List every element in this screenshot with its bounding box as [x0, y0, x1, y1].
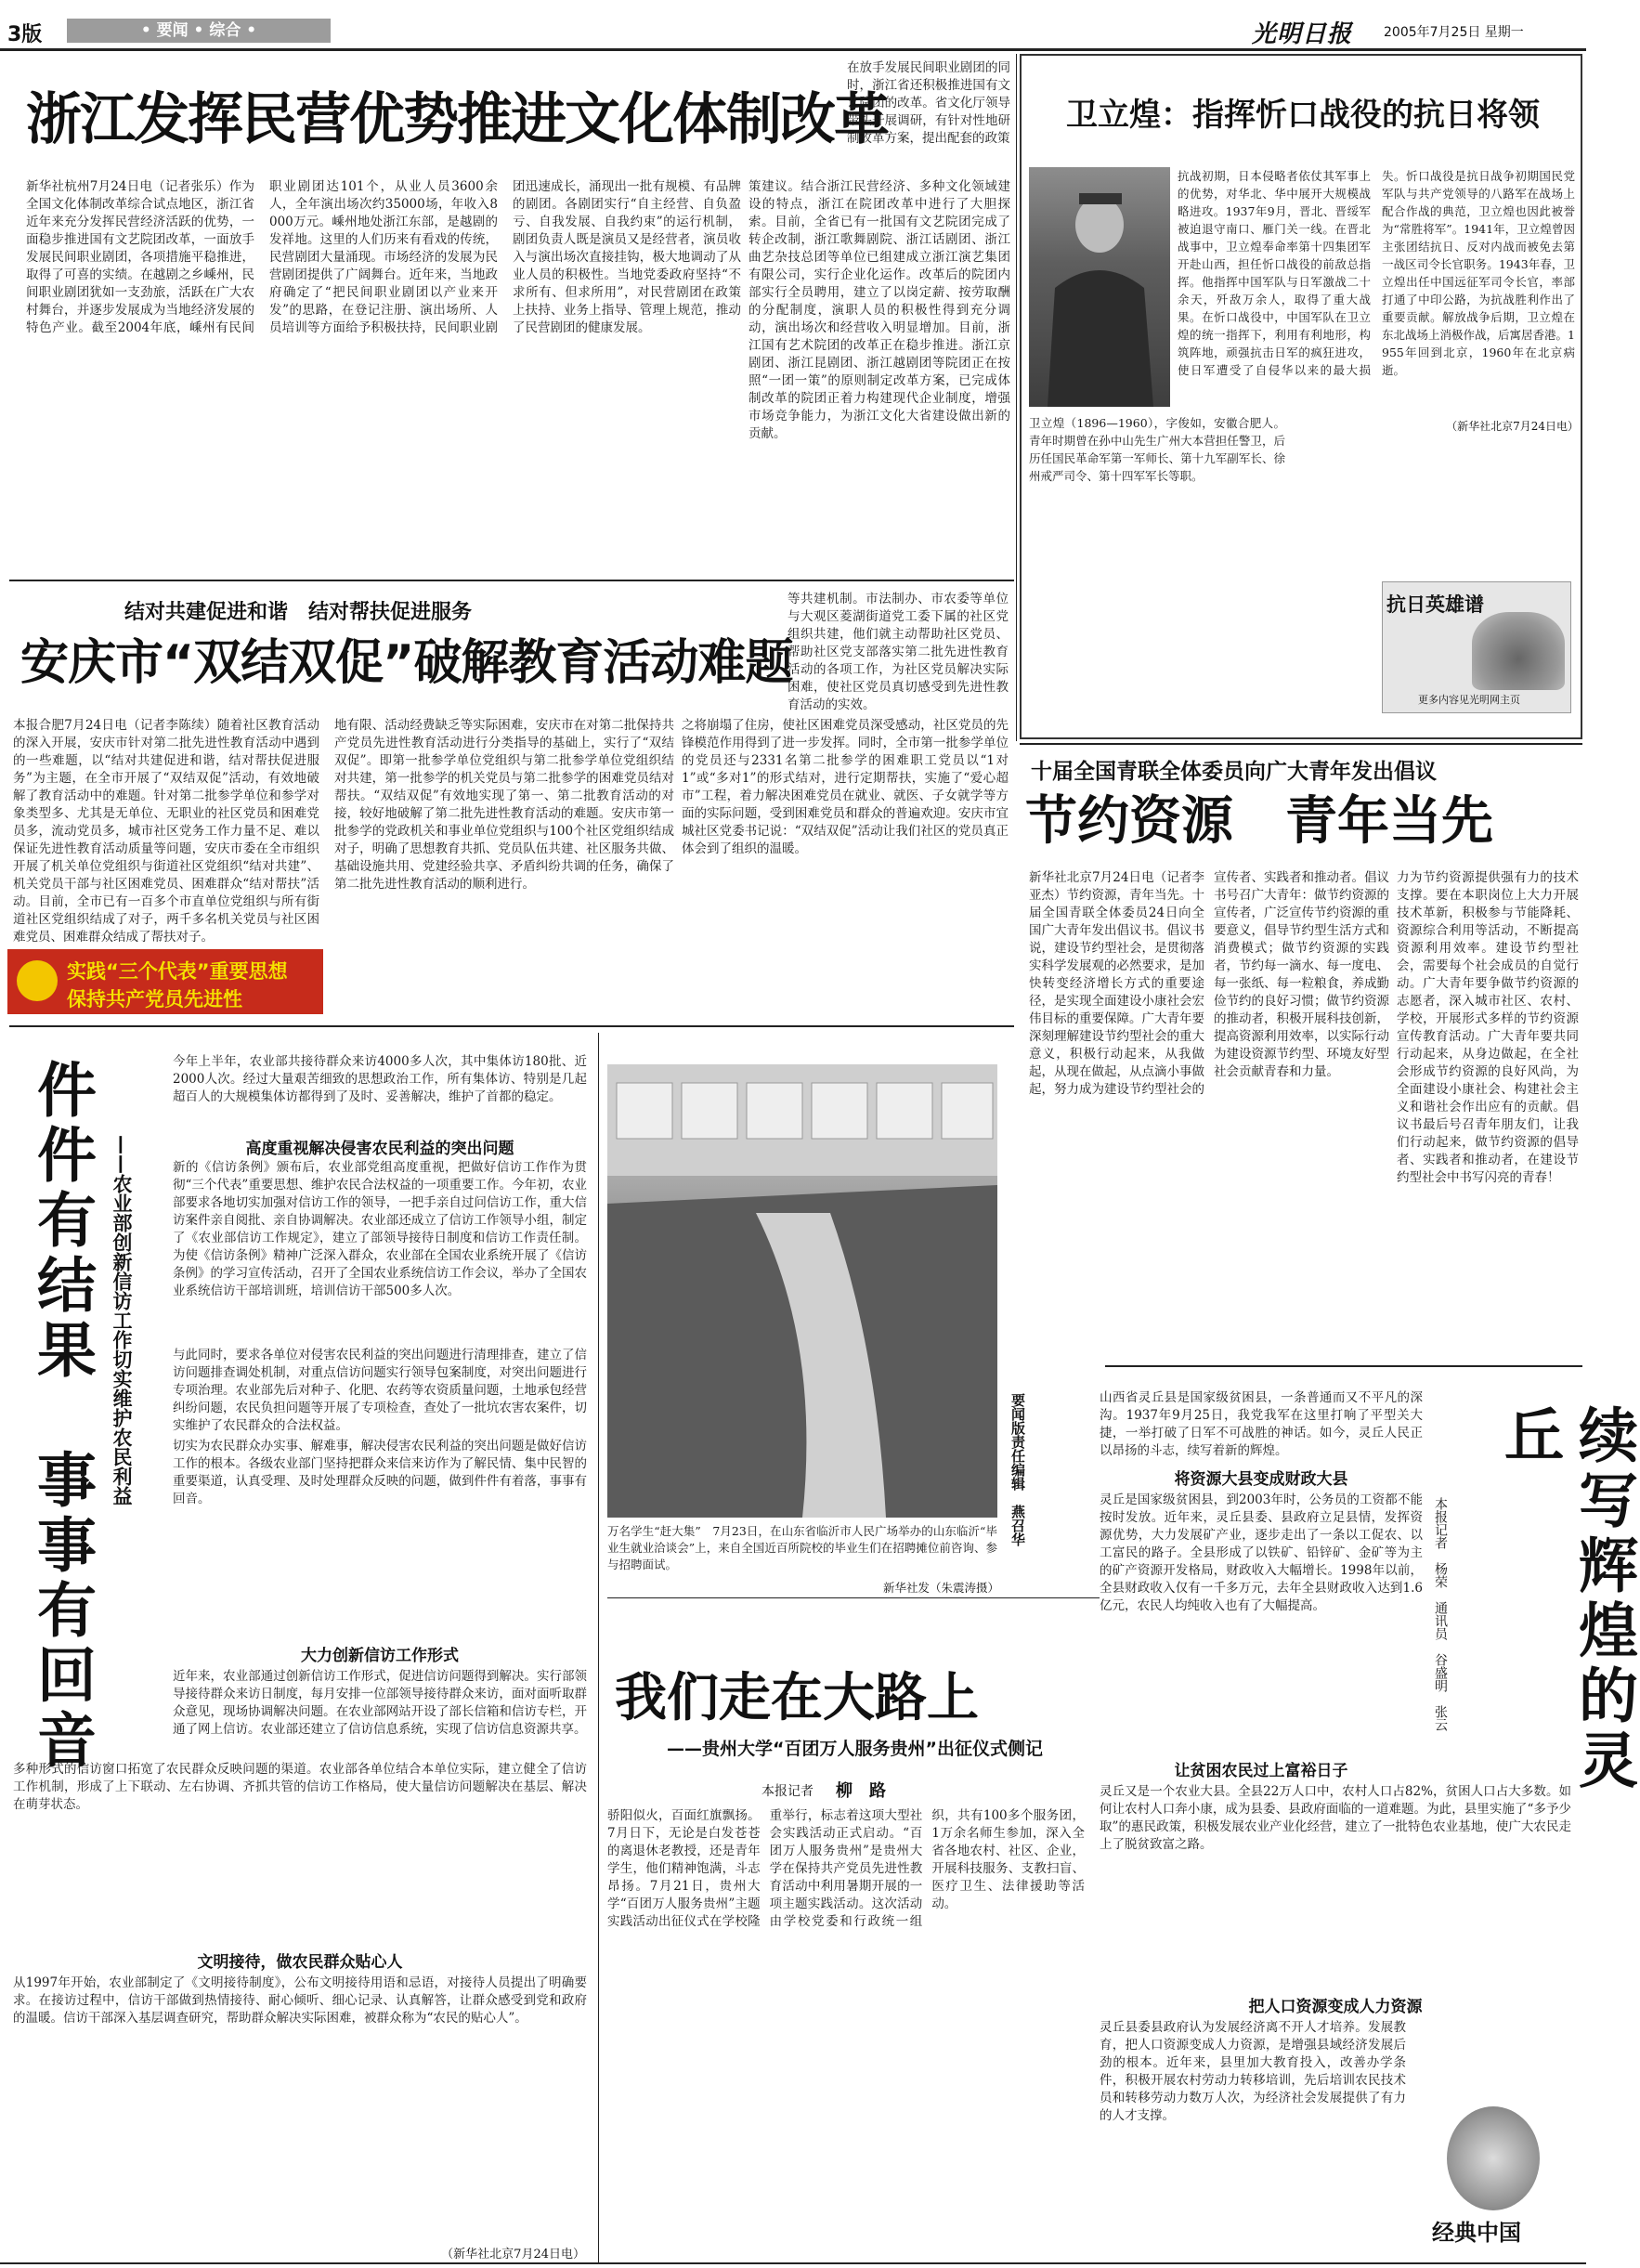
zhejiang-headline: 浙江发挥民营优势推进文化体制改革 — [26, 87, 888, 152]
youth-body: 新华社北京7月24日电（记者李亚杰）节约资源，青年当先。十届全国青联全体委员24日向全国广大青年发出倡议书。倡议书说，建设节约型社会，是贯彻落实科学发展观的必然要求，是加快转变经济增长方式的重要途径，是实现全面建设小康社会宏伟目标的重要保障。广大青年要深刻理解建设节约型社会的重大意义，积极行动起来，从我做起，从现在做起，从点滴小事做起，努力成为建设节约型社会的宣传者、实践者和推动者。倡议书号召广大青年：做节约资源的宣传者，广泛宣传节约资源的重要意义，倡导节约型生活方式和消费模式；做节约资源的实践者，节约每一滴水、每一度电、每一张纸、每一粒粮食，养成勤俭节约的良好习惯；做节约资源的推动者，积极开展科技创新，提高资源利用效率，以实际行动为建设资源节约型、环境友好型社会贡献青春和力量。 — [1029, 870, 1389, 1097]
anqing-body-2: 地有限、活动经费缺乏等实际困难，安庆市在对第二批保持共产党员先进性教育活动进行分类指导的基础上，实行了“双结双促”。即第一批参学单位党组织与第二批参学单位党组织结对共建，第一批参学的机关党员与第二批参学的困难党员结对帮扶。“双结双促”有效地实现了第一、第二批教育活动的对接，较好地破解了第二批先进性教育活动的难题。安庆市第一批参学的党政机关和事业单位党组织与100个社区党组织结成对子，明确了思想教育共抓、党员队伍共建、社区服务共做、基础设施共用、党建经验共享、矛盾纠纷共调的任务，确保了第二批先进性教育活动的顺利进行。 — [334, 718, 674, 892]
job-fair-caption: 万名学生“赶大集” 7月23日，在山东省临沂市人民广场举办的山东临沂“毕业生就业洽谈会”上，来自全国近百所院校的毕业生们在招聘摊位前咨询、参与招聘面试。 — [607, 1524, 997, 1571]
guizhou-rule — [607, 1597, 1100, 1598]
column-divider-top — [1016, 54, 1017, 741]
anqing-kicker: 结对共建促进和谐 结对帮扶促进服务 — [124, 601, 473, 624]
petition-intro: 今年上半年，农业部共接待群众来访4000多人次，其中集体访180批、近2000人次。经过大量艰苦细致的思想政治工作，所有集体访、特别是几起超百人的大规模集体访都得到了及时、妥善解决，维护了首都的稳定。 — [173, 1054, 587, 1104]
lingqiu-para-3: 灵丘县委县政府认为发展经济离不开人才培养。发展教育，把人口资源变成人力资源，是增强县域经济发展后劲的根本。近年来，县里加大教育投入，改善办学条件，积极开展农村劳动力转移培训，先后培训农民技术员和转移劳动力数万人次，为经济社会发展提供了有力的人才支撑。 — [1100, 2020, 1406, 2123]
guizhou-author-label: 本报记者 — [761, 1784, 813, 1799]
weilihuang-headline: 卫立煌：指挥忻口战役的抗日将领 — [1066, 97, 1540, 134]
masthead-rule — [0, 48, 1586, 51]
badge-title: 抗日英雄谱 — [1386, 593, 1484, 616]
badge-classic-title: 经典中国 — [1432, 2220, 1521, 2246]
classic-china-badge — [1415, 2106, 1568, 2246]
masthead — [0, 0, 1586, 50]
lingqiu-subhead-3: 把人口资源变成人力资源 — [1248, 1998, 1423, 2016]
petition-para-2: 与此同时，要求各单位对侵害农民利益的突出问题进行清理排查，建立了信访问题排查调处机制，对重点信访问题实行领导包案制度，对突出问题进行专项治理。农业部先后对种子、化肥、农药等农资质量问题，土地承包经营纠纷问题，农民负担问题等开展了专项检查，查处了一批坑农害农案件，切实维护了农民群众的合法权益。 — [173, 1348, 587, 1433]
petition-credit: （新华社北京7月24日电） — [441, 2248, 585, 2261]
lingqiu-author-vertical: 本报记者 杨荣 通讯员 谷盛明 张云 — [1433, 1497, 1448, 1731]
petition-para-4: 近年来，农业部通过创新信访工作形式，促进信访问题得到解决。实行部领导接待群众来访日制度，每月安排一位部领导接待群众来访，面对面听取群众意见，现场协调解决问题。在农业部网站开设了部长信箱和信访专栏，开通了网上信访。农业部还建立了信访信息系统，实现了信访信息资源共享。 — [173, 1669, 587, 1737]
crowd-illustration — [607, 1064, 997, 1518]
lion-statue-icon — [1472, 612, 1565, 690]
lingqiu-intro: 山西省灵丘县是国家级贫困县，一条普通而又不平凡的深沟。1937年9月25日，我党我军在这里打响了平型关大捷，一举打破了日军不可战胜的神话。如今，灵丘人民正以昂扬的斗志，续写着新的辉煌。 — [1100, 1390, 1423, 1458]
job-fair-photo — [607, 1064, 997, 1518]
zhejiang-body-top: 在放手发展民间职业剧团的同时，浙江省还积极推进国有文艺院团的改革。省文化厅领导带头开展调研，有针对性地研制改革方案，提出配套的政策 — [847, 60, 1010, 146]
petition-vertical-subtitle: ——农业部创新信访工作切实维护农民利益 — [111, 1135, 133, 1505]
petition-para-3: 切实为农民群众办实事、解难事，解决侵害农民利益的突出问题是做好信访工作的根本。各级农业部门坚持把群众来信来访作为了解民情、集中民智的重要渠道，认真受理、及时处理群众反映的问题，做到件件有着落，事事有回音。 — [173, 1439, 587, 1506]
lingqiu-subhead-1: 将资源大县变成财政大县 — [1174, 1470, 1348, 1489]
youth-headline: 节约资源 青年当先 — [1025, 791, 1493, 852]
lingqiu-vertical-headline: 续写辉煌的灵丘 — [1494, 1404, 1637, 1794]
zhejiang-body: 新华社杭州7月24日电（记者张乐）作为全国文化体制改革综合试点地区，浙江省近年来充分发挥民营经济活跃的优势，一面稳步推进国有文艺院团改革，一面放手发展民间职业剧团，各项措施平稳推进，取得了可喜的实绩。在越剧之乡嵊州，民间职业剧团犹如一支劲旅，活跃在广大农村舞台，并逐步发展成为当地经济发展的特色产业。截至2004年底，嵊州有民间职业剧团达101个，从业人员3600余人，全年演出场次约35000场，年收入8000万元。嵊州地处浙江东部，是越剧的发祥地。这里的人们历来有看戏的传统，民营剧团大量涌现。市场经济的发展为民营剧团提供了广阔舞台。近年来，当地政府确定了“把民间职业剧团以产业来开发”的思路，在登记注册、演出场所、人员培训等方面给予积极扶持，民间职业剧团迅速成长，涌现出一批有规模、有品牌的剧团。各剧团实行“自主经营、自负盈亏、自我发展、自我约束”的运行机制，剧团负责人既是演员又是经营者，演员收入与演出场次直接挂钩，极大地调动了从业人员的积极性。当地党委政府坚持“不求所有、但求所用”，对民营剧团在政策上扶持、业务上指导、管理上规范，推动了民营剧团的健康发展。 — [26, 179, 741, 335]
party-emblem-icon — [17, 960, 58, 1001]
badge-note: 更多内容见光明网主页 — [1418, 694, 1520, 706]
guizhou-body: 骄阳似火，百面红旗飘扬。7月日下，无论是白发苍苍的离退休老教授，还是青年学生，他们精神饱满，斗志昂扬。7月21日，贵州大学“百团万人服务贵州”主题实践活动出征仪式在学校隆重举行，标志着这项大型社会实践活动正式启动。“百团万人服务贵州”是贵州大学在保持共产党员先进性教育活动中利用暑期开展的一项主题实践活动。这次活动由学校党委和行政统一组织，共有100多个服务团，1万余名师生参加，深入全省各地农村、社区、企业，开展科技服务、支教扫盲、医疗卫生、法律援助等活动。 — [607, 1808, 1085, 1929]
youth-body-2: 力为节约资源提供强有力的技术支撑。要在本职岗位上大力开展技术革新，积极参与节能降耗、资源综合利用等活动，不断提高资源利用效率。建设节约型社会，需要每个社会成员的自觉行动。广大青年要争做节约资源的志愿者，深入城市社区、农村、学校，开展形式多样的节约资源宣传教育活动。广大青年要共同行动起来，从身边做起，在全社会形成节约资源的良好风尚，为全面建设小康社会、构建社会主义和谐社会作出应有的贡献。倡议书最后号召青年朋友们，让我们行动起来，做节约资源的倡导者、实践者和推动者，在建设节约型社会中书写闪亮的青春！ — [1397, 870, 1579, 1185]
section-banner: • 要闻 • 综合 • — [67, 19, 331, 43]
petition-para-6: 从1997年开始，农业部制定了《文明接待制度》，公布文明接待用语和忌语，对接待人员提出了明确要求。在接访过程中，信访干部做到热情接待、耐心倾听、细心记录、认真解答，让群众感受到党和政府的温暖。信访干部深入基层调查研究，帮助群众解决实际困难，被群众称为“农民的贴心人”。 — [13, 1975, 587, 2026]
youth-kicker: 十届全国青联全体委员向广大青年发出倡议 — [1031, 760, 1437, 784]
paper-name: 光明日报 — [1252, 20, 1353, 48]
youth-rule-bottom — [1105, 1365, 1582, 1367]
weilihuang-credit: （新华社北京7月24日电） — [1446, 420, 1579, 433]
guizhou-author: 柳 路 — [836, 1781, 886, 1801]
lingqiu-para-2: 灵丘又是一个农业大县。全县22万人口中，农村人口占82%，贫困人口占大多数。如何让农村人口奔小康，成为县委、县政府面临的一道难题。为此，县里实施了“多予少取”的惠民政策，积极发展农业产业化经营，建立了一批特色农业基地，使广大农民走上了脱贫致富之路。 — [1100, 1784, 1571, 1852]
huabiao-column-icon — [1447, 2106, 1540, 2210]
zhejiang-rule — [9, 580, 1014, 581]
anqing-body-3: 之将崩塌了住房，使社区困难党员深受感动，社区党员的先锋模范作用得到了进一步发挥。同时，全市第一批参学单位的党员还与2331名第二批参学的困难职工党员以“1对1”或“多对1”的形式结对，进行定期帮扶，实施了“爱心超市”工程，着力解决困难党员在就业、就医、子女就学等方面的实际问题，受到困难党员和群众的普遍欢迎。安庆市宜城社区党委书记说：“双结双促”活动让我们社区的党员真正体会到了组织的温暖。 — [682, 718, 1009, 856]
anqing-body-top: 等共建机制。市法制办、市农委等单位与大观区菱湖街道党工委下属的社区党组织共建，他们就主动帮助社区党员、帮助社区党支部落实第二批先进性教育活动的各项工作，为社区党员解决实际困难，使社区党员真切感受到先进性教育活动的实效。 — [787, 592, 1009, 712]
weilihuang-portrait — [1029, 167, 1170, 407]
banner-line-2: 保持共产党员先进性 — [67, 988, 242, 1010]
lingqiu-subhead-2: 让贫困农民过上富裕日子 — [1174, 1762, 1348, 1780]
petition-vertical-headline: 件件有结果 事事有回音 — [27, 1059, 96, 1774]
anqing-rule — [9, 1025, 1014, 1027]
anqing-headline: 安庆市“双结双促”破解教育活动难题 — [20, 635, 793, 691]
youth-rule-top — [1020, 743, 1582, 745]
weilihuang-body: 抗战初期，日本侵略者依仗其军事上的优势，对华北、华中展开大规模战略进攻。1937年9月，晋北、晋绥军被迫退守南口、雁门关一线。在晋北战事中，卫立煌奉命率第十四集团军开赴山西，担任忻口战役的前敌总指挥。他指挥中国军队与日军激战二十余天，歼敌万余人，取得了重大战果。在忻口战役中，中国军队在卫立煌的统一指挥下，利用有利地形，构筑阵地，顽强抗击日军的疯狂进攻，使日军遭受了自侵华以来的最大损失。忻口战役是抗日战争初期国民党军队与共产党领导的八路军在战场上配合作战的典范，卫立煌也因此被誉为“常胜将军”。1941年，卫立煌曾因主张团结抗日、反对内战而被免去第一战区司令长官职务。1943年春，卫立煌出任中国远征军司令长官，率部打通了中印公路，为抗战胜利作出了重要贡献。解放战争后期，卫立煌在东北战场上消极作战，后寓居香港。1955年回到北京，1960年在北京病逝。 — [1178, 169, 1575, 377]
banner-line-1: 实践“三个代表”重要思想 — [67, 960, 288, 983]
guizhou-headline: 我们走在大路上 — [615, 1668, 979, 1728]
weilihuang-caption: 卫立煌（1896—1960），字俊如，安徽合肥人。青年时期曾在孙中山先生广州大本营担任警卫，后历任国民革命军第一军师长、第十九军副军长、徐州戒严司令、第十四军军长等职。 — [1029, 416, 1285, 483]
petition-subhead-2: 大力创新信访工作形式 — [301, 1647, 459, 1665]
lingqiu-para-1: 灵丘是国家级贫困县，到2003年时，公务员的工资都不能按时发放。近年来，灵丘县委、县政府立足县情，发挥资源优势，大力发展矿产业，逐步走出了一条以工促农、以工富民的路子。全县形成了以铁矿、铅锌矿、金矿等为主的矿产资源开发格局，财政收入大幅增长。1998年以前，全县财政收入仅有一千多万元，去年全县财政收入达到1.6亿元，农民人均纯收入也有了大幅提高。 — [1100, 1492, 1423, 1613]
petition-para-5: 多种形式的信访窗口拓宽了农民群众反映问题的渠道。农业部各单位结合本单位实际，建立健全了信访工作机制，形成了上下联动、左右协调、齐抓共管的信访工作格局，使大量信访问题解决在基层、解决在萌芽状态。 — [13, 1762, 587, 1812]
issue-date: 2005年7月25日 星期一 — [1384, 25, 1524, 40]
petition-para-1: 新的《信访条例》颁布后，农业部党组高度重视，把做好信访工作作为贯彻“三个代表”重要思想、维护农民合法权益的一项重要工作。今年初，农业部要求各地切实加强对信访工作的领导，一把手亲自过问信访工作，重大信访案件亲自阅批、亲自协调解决。农业部还成立了信访工作领导小组，制定了《农业部信访工作规定》，建立了部领导接待日制度和信访工作责任制。为使《信访条例》精神广泛深入群众，农业部在全国农业系统开展了《信访条例》的学习宣传活动，召开了全国农业系统信访工作会议，举办了全国农业系统信访干部培训班，培训信访干部500多人次。 — [173, 1160, 587, 1298]
guizhou-subtitle: ——贵州大学“百团万人服务贵州”出征仪式侧记 — [667, 1739, 1043, 1759]
petition-divider — [598, 1033, 599, 2264]
anti-japanese-badge — [1382, 581, 1571, 713]
portrait-figure — [1029, 167, 1170, 407]
petition-subhead-3: 文明接待，做农民群众贴心人 — [197, 1953, 403, 1972]
job-fair-credit: 新华社发（朱震涛摄） — [882, 1581, 999, 1595]
advanced-education-banner — [7, 949, 323, 1014]
page-number: 3版 — [7, 23, 43, 46]
petition-subhead-1: 高度重视解决侵害农民利益的突出问题 — [245, 1140, 514, 1158]
zhejiang-body-cont: 策建议。结合浙江民营经济、多种文化领域建设的特点，浙江在院团改革中进行了大胆探索。目前，全省已有一批国有文艺院团完成了转企改制，浙江歌舞剧院、浙江话剧团、浙江曲艺杂技总团等单位已组建成立浙江演艺集团有限公司，实行企业化运作。改革后的院团内部实行全员聘用，建立了以岗定薪、按劳取酬的分配制度，演职人员的积极性得到充分调动，演出场次和经营收入明显增加。目前，浙江国有艺术院团的改革正在稳步推进。浙江京剧团、浙江昆剧团、浙江越剧团等院团正在按照“一团一策”的原则制定改革方案，已完成体制改革的院团正着力构建现代企业制度，增强市场竞争能力，为浙江文化大省建设做出新的贡献。 — [748, 179, 1010, 441]
page-bottom-rule — [0, 2262, 1586, 2264]
editor-vertical: 要闻版责任编辑 燕召华 — [1009, 1393, 1026, 1546]
anqing-body: 本报合肥7月24日电（记者李陈续）随着社区教育活动的深入开展，安庆市针对第二批先进性教育活动中遇到的一些难题，以“结对共建促进和谐，结对帮扶促进服务”为主题，在全市开展了“双结双促”活动，有效地破解了教育活动中的难题。针对第二批参学单位和参学对象类型多、尤其是无单位、无职业的社区党员和困难党员多，流动党员多，城市社区党务工作力量不足、难以保证先进性教育活动质量等问题，安庆市委在全市组织开展了机关单位党组织与街道社区党组织“结对共建”、机关党员干部与社区困难党员、困难群众“结对帮扶”活动。目前，全市已有一百多个市直单位党组织与所有街道社区党组织结成了对子，两千多名机关党员与社区困难党员、困难群众结成了帮扶对子。 — [13, 718, 319, 945]
